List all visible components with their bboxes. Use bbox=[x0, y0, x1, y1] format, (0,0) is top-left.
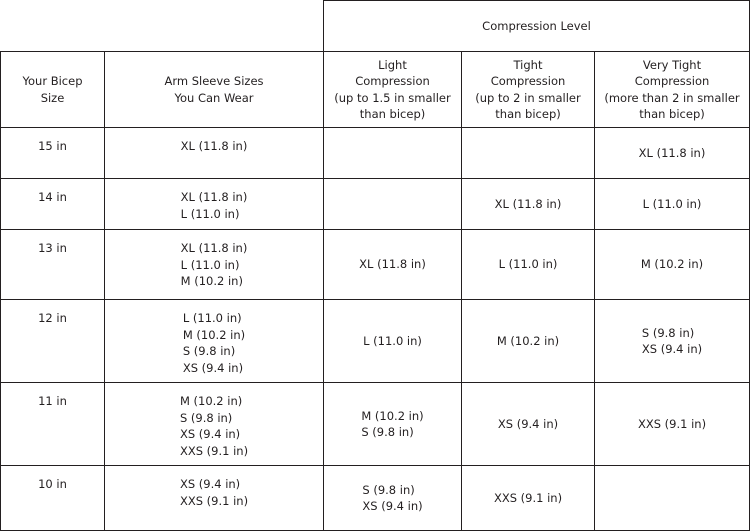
bicep-size-cell bbox=[1, 300, 105, 383]
column-header-row bbox=[1, 52, 750, 128]
header-line: Arm Sleeve Sizes bbox=[164, 74, 264, 88]
sleeve-size-item: XL (11.8 in) bbox=[180, 139, 248, 153]
header-line: Very Tight bbox=[642, 57, 702, 72]
header-line: (more than 2 in smaller bbox=[604, 90, 740, 105]
header-line: than bicep) bbox=[639, 107, 705, 121]
light-compression-cell bbox=[324, 383, 462, 466]
tight-compression-cell bbox=[462, 466, 595, 531]
compression-size-list bbox=[643, 196, 702, 213]
light-compression-cell bbox=[324, 466, 462, 531]
very-tight-compression-cell bbox=[595, 128, 750, 179]
bicep-size-cell bbox=[1, 128, 105, 179]
sleeve-size-item: XL (11.8 in) bbox=[180, 241, 248, 255]
compression-size-item: XS (9.4 in) bbox=[641, 342, 703, 356]
header-line: Your Bicep bbox=[22, 74, 83, 88]
compression-size-list bbox=[362, 482, 422, 515]
sleeve-sizes-cell bbox=[105, 466, 324, 531]
sleeve-sizes-list bbox=[181, 138, 248, 155]
compression-size-item: XL (11.8 in) bbox=[494, 196, 562, 211]
light-compression-cell bbox=[324, 179, 462, 230]
sleeve-sizes-list bbox=[181, 240, 248, 290]
compression-size-list bbox=[639, 145, 706, 162]
compression-size-item: S (9.8 in) bbox=[361, 425, 414, 439]
header-line: Size bbox=[40, 90, 65, 105]
table-row bbox=[1, 230, 750, 300]
header-line: (up to 1.5 in smaller bbox=[334, 90, 451, 105]
sleeve-size-item: XS (9.4 in) bbox=[179, 427, 241, 441]
header-line: Compression bbox=[490, 74, 566, 88]
sleeve-size-item: M (10.2 in) bbox=[179, 394, 243, 408]
blank-corner-cell bbox=[1, 1, 324, 52]
compression-size-list bbox=[638, 416, 706, 433]
compression-size-item: M (10.2 in) bbox=[361, 408, 424, 423]
bicep-size-cell bbox=[1, 383, 105, 466]
very-tight-compression-header bbox=[595, 52, 750, 128]
compression-size-item: XS (9.4 in) bbox=[362, 499, 423, 513]
bicep-size-value: 10 in bbox=[38, 477, 67, 491]
sleeve-sizes-cell bbox=[105, 300, 324, 383]
sleeve-sizes-header bbox=[105, 52, 324, 128]
compression-level-header bbox=[324, 1, 750, 52]
compression-size-list bbox=[361, 408, 423, 441]
bicep-size-value: 14 in bbox=[38, 190, 67, 204]
header-line: You Can Wear bbox=[174, 90, 254, 105]
sleeve-size-item: XXS (9.1 in) bbox=[179, 443, 249, 458]
sleeve-size-item: L (11.0 in) bbox=[180, 257, 240, 272]
very-tight-compression-cell bbox=[595, 383, 750, 466]
light-compression-cell bbox=[324, 300, 462, 383]
sleeve-sizes-list bbox=[180, 476, 248, 509]
sleeve-size-item: S (9.8 in) bbox=[179, 410, 233, 425]
sleeve-sizes-cell bbox=[105, 179, 324, 230]
header-line: Compression bbox=[634, 74, 710, 88]
compression-size-item: L (11.0 in) bbox=[363, 333, 422, 348]
table-row bbox=[1, 383, 750, 466]
compression-size-item: L (11.0 in) bbox=[498, 257, 558, 272]
light-compression-cell bbox=[324, 128, 462, 179]
table-row bbox=[1, 128, 750, 179]
header-line: than bicep) bbox=[359, 107, 426, 121]
compression-size-item: L (11.0 in) bbox=[642, 196, 702, 211]
sleeve-size-item: S (9.8 in) bbox=[182, 344, 236, 358]
sleeve-sizes-list bbox=[183, 310, 245, 376]
tight-compression-cell bbox=[462, 128, 595, 179]
sleeve-size-item: XS (9.4 in) bbox=[182, 360, 244, 375]
compression-size-item: XL (11.8 in) bbox=[638, 145, 706, 160]
bicep-size-value: 11 in bbox=[38, 394, 67, 408]
compression-size-item: M (10.2 in) bbox=[496, 333, 560, 348]
sleeve-size-item: XXS (9.1 in) bbox=[179, 493, 249, 508]
compression-size-list bbox=[641, 256, 703, 273]
bicep-size-cell bbox=[1, 466, 105, 531]
bicep-size-value: 12 in bbox=[38, 311, 67, 325]
sleeve-size-item: M (10.2 in) bbox=[180, 274, 243, 288]
sleeve-size-item: XS (9.4 in) bbox=[179, 477, 241, 491]
light-compression-header bbox=[324, 52, 462, 128]
compression-size-item: XS (9.4 in) bbox=[497, 416, 559, 431]
very-tight-compression-cell bbox=[595, 300, 750, 383]
compression-size-list bbox=[359, 256, 426, 273]
bicep-size-cell bbox=[1, 179, 105, 230]
compression-size-list bbox=[494, 490, 562, 507]
sleeve-size-item: M (10.2 in) bbox=[182, 327, 246, 342]
compression-size-list bbox=[497, 333, 559, 350]
tight-compression-cell bbox=[462, 383, 595, 466]
compression-size-list bbox=[495, 196, 562, 213]
compression-size-item: XXS (9.1 in) bbox=[637, 416, 707, 431]
very-tight-compression-cell bbox=[595, 466, 750, 531]
compression-level-label: Compression Level bbox=[482, 18, 591, 33]
sleeve-sizes-cell bbox=[105, 128, 324, 179]
tight-compression-cell bbox=[462, 179, 595, 230]
table-row bbox=[1, 466, 750, 531]
compression-size-list bbox=[498, 416, 558, 433]
very-tight-compression-cell bbox=[595, 179, 750, 230]
compression-size-item: XL (11.8 in) bbox=[359, 257, 426, 272]
compression-size-item: M (10.2 in) bbox=[640, 257, 704, 272]
very-tight-compression-cell bbox=[595, 230, 750, 300]
sleeve-sizes-list bbox=[180, 393, 248, 459]
compression-size-item: XXS (9.1 in) bbox=[493, 490, 563, 505]
sleeve-size-item: L (11.0 in) bbox=[182, 311, 242, 325]
compression-size-list bbox=[363, 333, 422, 350]
light-compression-cell bbox=[324, 230, 462, 300]
bicep-size-cell bbox=[1, 230, 105, 300]
header-line: than bicep) bbox=[495, 107, 561, 121]
sleeve-size-item: L (11.0 in) bbox=[180, 206, 240, 221]
sleeve-sizes-cell bbox=[105, 230, 324, 300]
compression-size-list bbox=[499, 256, 558, 273]
header-line: Compression bbox=[355, 74, 430, 88]
bicep-size-header bbox=[1, 52, 105, 128]
sleeve-sizes-cell bbox=[105, 383, 324, 466]
table-row bbox=[1, 300, 750, 383]
sleeve-sizes-list bbox=[181, 189, 248, 222]
group-header-row bbox=[1, 1, 750, 52]
header-line: Light bbox=[378, 57, 407, 72]
header-line: (up to 2 in smaller bbox=[475, 90, 581, 105]
compression-size-list bbox=[642, 325, 702, 358]
bicep-size-value: 13 in bbox=[38, 241, 67, 255]
bicep-size-value: 15 in bbox=[38, 139, 67, 153]
table-row bbox=[1, 179, 750, 230]
compression-size-item: S (9.8 in) bbox=[641, 325, 695, 340]
compression-size-item: S (9.8 in) bbox=[362, 482, 415, 497]
sleeve-size-item: XL (11.8 in) bbox=[180, 190, 248, 204]
header-line: Tight bbox=[513, 57, 543, 72]
tight-compression-cell bbox=[462, 300, 595, 383]
tight-compression-header bbox=[462, 52, 595, 128]
tight-compression-cell bbox=[462, 230, 595, 300]
